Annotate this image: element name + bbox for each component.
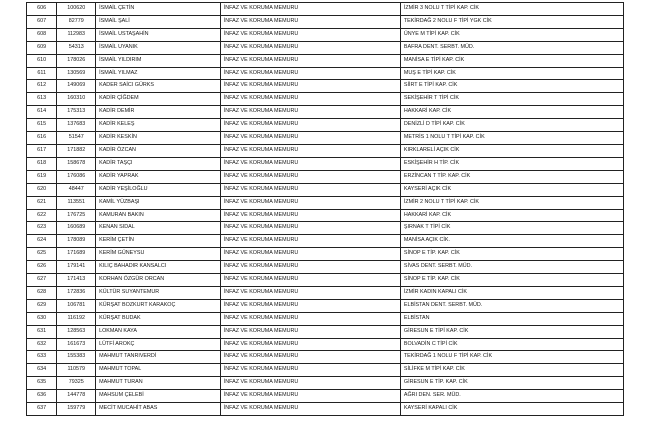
full-name-cell: KORHAN ÖZGÜR ORCAN bbox=[96, 274, 221, 287]
institution-cell: GİRESUN E TİP. KAP. CİK bbox=[400, 377, 623, 390]
registry-number-cell: 159779 bbox=[57, 403, 96, 416]
job-title-cell: İNFAZ VE KORUMA MEMURU bbox=[220, 80, 400, 93]
job-title-cell: İNFAZ VE KORUMA MEMURU bbox=[220, 144, 400, 157]
table-row bbox=[27, 28, 624, 41]
registry-number-cell: 160310 bbox=[57, 93, 96, 106]
job-title-cell: İNFAZ VE KORUMA MEMURU bbox=[220, 106, 400, 119]
table-row bbox=[27, 119, 624, 132]
job-title-cell: İNFAZ VE KORUMA MEMURU bbox=[220, 403, 400, 416]
job-title-cell: İNFAZ VE KORUMA MEMURU bbox=[220, 312, 400, 325]
row-number-cell: 628 bbox=[27, 286, 57, 299]
job-title-cell: İNFAZ VE KORUMA MEMURU bbox=[220, 196, 400, 209]
table-row bbox=[27, 157, 624, 170]
table-row bbox=[27, 93, 624, 106]
job-title-cell: İNFAZ VE KORUMA MEMURU bbox=[220, 286, 400, 299]
registry-number-cell: 113551 bbox=[57, 196, 96, 209]
row-number-cell: 612 bbox=[27, 80, 57, 93]
row-number-cell: 635 bbox=[27, 377, 57, 390]
table-row bbox=[27, 261, 624, 274]
full-name-cell: LÜTFİ AROKÇ bbox=[96, 338, 221, 351]
registry-number-cell: 175313 bbox=[57, 106, 96, 119]
full-name-cell: KADİR ÇİĞDEM bbox=[96, 93, 221, 106]
institution-cell: ŞIRNAK T TİPİ CİK bbox=[400, 222, 623, 235]
job-title-cell: İNFAZ VE KORUMA MEMURU bbox=[220, 338, 400, 351]
full-name-cell: KÜRŞAT BUDAK bbox=[96, 312, 221, 325]
full-name-cell: KENAN SIDAL bbox=[96, 222, 221, 235]
table-row bbox=[27, 41, 624, 54]
row-number-cell: 613 bbox=[27, 93, 57, 106]
institution-cell: SİİRT E TİPİ KAP. CİK bbox=[400, 80, 623, 93]
institution-cell: AĞRI DEN. SER. MÜD. bbox=[400, 390, 623, 403]
row-number-cell: 625 bbox=[27, 248, 57, 261]
institution-cell: ERZİNCAN T TİP. KAP. CİK bbox=[400, 170, 623, 183]
institution-cell: ÜNYE M TİPİ KAP. CİK bbox=[400, 28, 623, 41]
row-number-cell: 609 bbox=[27, 41, 57, 54]
row-number-cell: 607 bbox=[27, 15, 57, 28]
registry-number-cell: 137683 bbox=[57, 119, 96, 132]
row-number-cell: 611 bbox=[27, 67, 57, 80]
full-name-cell: KAMURAN BAKIN bbox=[96, 209, 221, 222]
institution-cell: GİRESUN E TİPİ KAP. CİK bbox=[400, 325, 623, 338]
table-row bbox=[27, 170, 624, 183]
table-row bbox=[27, 222, 624, 235]
registry-number-cell: 82779 bbox=[57, 15, 96, 28]
registry-number-cell: 155383 bbox=[57, 351, 96, 364]
registry-number-cell: 176725 bbox=[57, 209, 96, 222]
job-title-cell: İNFAZ VE KORUMA MEMURU bbox=[220, 170, 400, 183]
institution-cell: SİVAS DENT. SERBT. MÜD. bbox=[400, 261, 623, 274]
job-title-cell: İNFAZ VE KORUMA MEMURU bbox=[220, 157, 400, 170]
full-name-cell: KILIÇ BAHADIR KANSALCI bbox=[96, 261, 221, 274]
table-row bbox=[27, 403, 624, 416]
job-title-cell: İNFAZ VE KORUMA MEMURU bbox=[220, 132, 400, 145]
job-title-cell: İNFAZ VE KORUMA MEMURU bbox=[220, 222, 400, 235]
row-number-cell: 636 bbox=[27, 390, 57, 403]
job-title-cell: İNFAZ VE KORUMA MEMURU bbox=[220, 119, 400, 132]
job-title-cell: İNFAZ VE KORUMA MEMURU bbox=[220, 67, 400, 80]
table-row bbox=[27, 144, 624, 157]
row-number-cell: 627 bbox=[27, 274, 57, 287]
registry-number-cell: 172836 bbox=[57, 286, 96, 299]
row-number-cell: 631 bbox=[27, 325, 57, 338]
institution-cell: TEKİRDAĞ 1 NOLU F TİPİ KAP. CİK bbox=[400, 351, 623, 364]
row-number-cell: 632 bbox=[27, 338, 57, 351]
full-name-cell: KÜRŞAT BOZKURT KARAKOÇ bbox=[96, 299, 221, 312]
table-row bbox=[27, 209, 624, 222]
job-title-cell: İNFAZ VE KORUMA MEMURU bbox=[220, 209, 400, 222]
table-row bbox=[27, 390, 624, 403]
institution-cell: MANİSA AÇIK CİK. bbox=[400, 235, 623, 248]
full-name-cell: İSMAİL UYANIK bbox=[96, 41, 221, 54]
table-row bbox=[27, 80, 624, 93]
registry-number-cell: 178089 bbox=[57, 235, 96, 248]
full-name-cell: MAHMUT TOPAL bbox=[96, 364, 221, 377]
job-title-cell: İNFAZ VE KORUMA MEMURU bbox=[220, 390, 400, 403]
registry-number-cell: 130569 bbox=[57, 67, 96, 80]
full-name-cell: KADİR YAPRAK bbox=[96, 170, 221, 183]
full-name-cell: KADER SAİCI GÜRKS bbox=[96, 80, 221, 93]
institution-cell: METRİS 1 NOLU T TİPİ KAP. CİK bbox=[400, 132, 623, 145]
institution-cell: MANİSA E TİPİ KAP. CİK bbox=[400, 54, 623, 67]
full-name-cell: LOKMAN KAYA bbox=[96, 325, 221, 338]
job-title-cell: İNFAZ VE KORUMA MEMURU bbox=[220, 377, 400, 390]
full-name-cell: MAHMUT TANRIVERDİ bbox=[96, 351, 221, 364]
row-number-cell: 610 bbox=[27, 54, 57, 67]
full-name-cell: İSMAİL YILDIRIM bbox=[96, 54, 221, 67]
table-row bbox=[27, 325, 624, 338]
table-row bbox=[27, 15, 624, 28]
full-name-cell: KERİM ÇETİN bbox=[96, 235, 221, 248]
full-name-cell: MAHMUT TURAN bbox=[96, 377, 221, 390]
institution-cell: TEKİRDAĞ 2 NOLU F TİPİ YGK CİK bbox=[400, 15, 623, 28]
table-body bbox=[27, 3, 624, 416]
full-name-cell: KAMİL YÜZBAŞI bbox=[96, 196, 221, 209]
table-row bbox=[27, 338, 624, 351]
row-number-cell: 626 bbox=[27, 261, 57, 274]
row-number-cell: 606 bbox=[27, 3, 57, 16]
registry-number-cell: 158678 bbox=[57, 157, 96, 170]
registry-number-cell: 51547 bbox=[57, 132, 96, 145]
table-row bbox=[27, 3, 624, 16]
institution-cell: ELBİSTAN DENT. SERBT. MÜD. bbox=[400, 299, 623, 312]
full-name-cell: KADİR ÖZCAN bbox=[96, 144, 221, 157]
institution-cell: İZMİR KADIN KAPALI CİK bbox=[400, 286, 623, 299]
registry-number-cell: 106781 bbox=[57, 299, 96, 312]
institution-cell: İZMİR 2 NOLU T TİPİ KAP. CİK bbox=[400, 196, 623, 209]
row-number-cell: 615 bbox=[27, 119, 57, 132]
row-number-cell: 617 bbox=[27, 144, 57, 157]
table-row bbox=[27, 196, 624, 209]
institution-cell: HAKKARİ KAP. CİK bbox=[400, 209, 623, 222]
job-title-cell: İNFAZ VE KORUMA MEMURU bbox=[220, 93, 400, 106]
job-title-cell: İNFAZ VE KORUMA MEMURU bbox=[220, 28, 400, 41]
registry-number-cell: 112983 bbox=[57, 28, 96, 41]
institution-cell: SİLİFKE M TİPİ KAP. CİK bbox=[400, 364, 623, 377]
institution-cell: HAKKARİ KAP. CİK bbox=[400, 106, 623, 119]
institution-cell: KAYSERİ AÇIK CİK bbox=[400, 183, 623, 196]
job-title-cell: İNFAZ VE KORUMA MEMURU bbox=[220, 261, 400, 274]
full-name-cell: KERİM GÜNEYSU bbox=[96, 248, 221, 261]
registry-number-cell: 110579 bbox=[57, 364, 96, 377]
row-number-cell: 614 bbox=[27, 106, 57, 119]
job-title-cell: İNFAZ VE KORUMA MEMURU bbox=[220, 351, 400, 364]
table-row bbox=[27, 106, 624, 119]
row-number-cell: 623 bbox=[27, 222, 57, 235]
table-row bbox=[27, 286, 624, 299]
full-name-cell: İSMAİL YILMAZ bbox=[96, 67, 221, 80]
table-row bbox=[27, 377, 624, 390]
full-name-cell: KADİR KESKİN bbox=[96, 132, 221, 145]
job-title-cell: İNFAZ VE KORUMA MEMURU bbox=[220, 235, 400, 248]
registry-number-cell: 179141 bbox=[57, 261, 96, 274]
job-title-cell: İNFAZ VE KORUMA MEMURU bbox=[220, 325, 400, 338]
table-row bbox=[27, 364, 624, 377]
institution-cell: BAFRA DENT. SERBT. MÜD. bbox=[400, 41, 623, 54]
institution-cell: SEKİŞEHİR T TİPİ CİK bbox=[400, 93, 623, 106]
row-number-cell: 630 bbox=[27, 312, 57, 325]
job-title-cell: İNFAZ VE KORUMA MEMURU bbox=[220, 248, 400, 261]
institution-cell: ESKİŞEHİR H TİP. CİK bbox=[400, 157, 623, 170]
job-title-cell: İNFAZ VE KORUMA MEMURU bbox=[220, 364, 400, 377]
table-row bbox=[27, 312, 624, 325]
institution-cell: SİNOP E TİP. KAP. CİK bbox=[400, 274, 623, 287]
registry-number-cell: 178026 bbox=[57, 54, 96, 67]
institution-cell: KIRKLARELİ AÇIK CİK bbox=[400, 144, 623, 157]
row-number-cell: 618 bbox=[27, 157, 57, 170]
institution-cell: ELBİSTAN bbox=[400, 312, 623, 325]
job-title-cell: İNFAZ VE KORUMA MEMURU bbox=[220, 15, 400, 28]
job-title-cell: İNFAZ VE KORUMA MEMURU bbox=[220, 54, 400, 67]
row-number-cell: 637 bbox=[27, 403, 57, 416]
personnel-table bbox=[26, 2, 624, 416]
table-row bbox=[27, 67, 624, 80]
registry-number-cell: 149069 bbox=[57, 80, 96, 93]
row-number-cell: 616 bbox=[27, 132, 57, 145]
institution-cell: MUŞ E TİPİ KAP. CİK bbox=[400, 67, 623, 80]
job-title-cell: İNFAZ VE KORUMA MEMURU bbox=[220, 183, 400, 196]
full-name-cell: İSMAİL USTAŞAHİN bbox=[96, 28, 221, 41]
row-number-cell: 624 bbox=[27, 235, 57, 248]
registry-number-cell: 171882 bbox=[57, 144, 96, 157]
registry-number-cell: 160689 bbox=[57, 222, 96, 235]
full-name-cell: KADİR KELEŞ bbox=[96, 119, 221, 132]
table-row bbox=[27, 274, 624, 287]
row-number-cell: 622 bbox=[27, 209, 57, 222]
row-number-cell: 619 bbox=[27, 170, 57, 183]
registry-number-cell: 128563 bbox=[57, 325, 96, 338]
row-number-cell: 608 bbox=[27, 28, 57, 41]
full-name-cell: MAHSUM ÇELEBİ bbox=[96, 390, 221, 403]
registry-number-cell: 171413 bbox=[57, 274, 96, 287]
registry-number-cell: 116192 bbox=[57, 312, 96, 325]
registry-number-cell: 176086 bbox=[57, 170, 96, 183]
job-title-cell: İNFAZ VE KORUMA MEMURU bbox=[220, 3, 400, 16]
table-row bbox=[27, 235, 624, 248]
table-row bbox=[27, 54, 624, 67]
registry-number-cell: 54313 bbox=[57, 41, 96, 54]
full-name-cell: İSMAİL ÇETİN bbox=[96, 3, 221, 16]
full-name-cell: KADİR DEMİR bbox=[96, 106, 221, 119]
registry-number-cell: 161673 bbox=[57, 338, 96, 351]
registry-number-cell: 48447 bbox=[57, 183, 96, 196]
registry-number-cell: 79325 bbox=[57, 377, 96, 390]
row-number-cell: 620 bbox=[27, 183, 57, 196]
full-name-cell: KÜLTÜR SUYANTEMUR bbox=[96, 286, 221, 299]
institution-cell: BOLVADİN C TİPİ CİK bbox=[400, 338, 623, 351]
institution-cell: İZMİR 3 NOLU T TİPİ KAP. CİK bbox=[400, 3, 623, 16]
institution-cell: KAYSERİ KAPALI CİK bbox=[400, 403, 623, 416]
table-row bbox=[27, 351, 624, 364]
full-name-cell: MECİT MUCAHİT ABAS bbox=[96, 403, 221, 416]
full-name-cell: KADİR TAŞÇI bbox=[96, 157, 221, 170]
institution-cell: SİNOP E TİP. KAP. CİK bbox=[400, 248, 623, 261]
table-row bbox=[27, 183, 624, 196]
row-number-cell: 634 bbox=[27, 364, 57, 377]
row-number-cell: 621 bbox=[27, 196, 57, 209]
table-row bbox=[27, 299, 624, 312]
row-number-cell: 633 bbox=[27, 351, 57, 364]
institution-cell: DENİZLİ D TİPİ KAP. CİK bbox=[400, 119, 623, 132]
job-title-cell: İNFAZ VE KORUMA MEMURU bbox=[220, 274, 400, 287]
full-name-cell: İSMAİL ŞALİ bbox=[96, 15, 221, 28]
full-name-cell: KADİR YEŞİLOĞLU bbox=[96, 183, 221, 196]
table-row bbox=[27, 248, 624, 261]
job-title-cell: İNFAZ VE KORUMA MEMURU bbox=[220, 41, 400, 54]
registry-number-cell: 171689 bbox=[57, 248, 96, 261]
row-number-cell: 629 bbox=[27, 299, 57, 312]
registry-number-cell: 100620 bbox=[57, 3, 96, 16]
job-title-cell: İNFAZ VE KORUMA MEMURU bbox=[220, 299, 400, 312]
table-row bbox=[27, 132, 624, 145]
registry-number-cell: 144778 bbox=[57, 390, 96, 403]
